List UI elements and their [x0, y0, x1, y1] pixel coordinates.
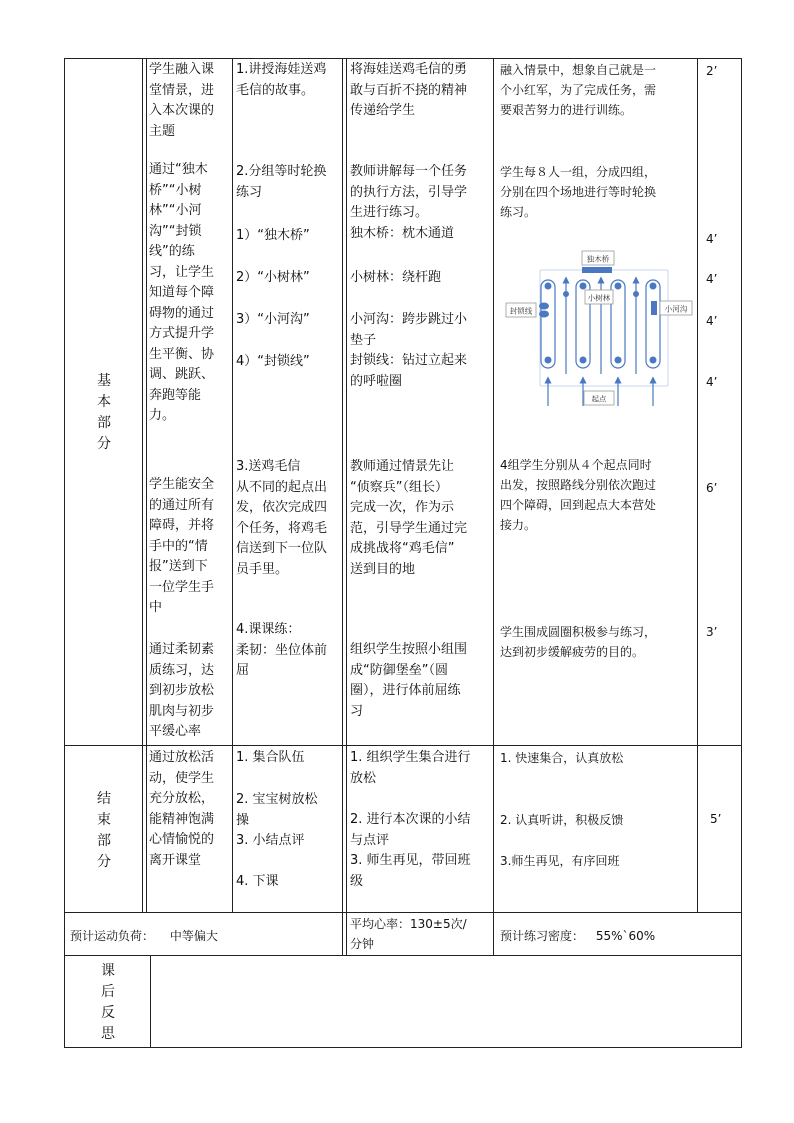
ending-goal: 通过放松活 动，使学生 充分放松， 能精神饱满 心情愉悦的 离开课堂	[149, 750, 215, 868]
density-estimate	[500, 927, 655, 944]
time-bridge: 4’	[706, 232, 718, 246]
basic-teacher-2: 教师讲解每一个任务 的执行方法，引导学 生进行练习。 独木桥：枕木通道	[350, 164, 468, 241]
diagram-label-river: 小河沟	[664, 304, 688, 314]
basic-student-2: 学生每８人一组，分成四组， 分别在四个场地进行等时轮换 练习。	[500, 165, 657, 219]
time-forest: 4’	[706, 272, 718, 286]
section-label-reflection: 课 后 反 思	[101, 963, 115, 1042]
time-ending: 5’	[710, 812, 722, 826]
ending-teacher-2: 2. 进行本次课的小结 与点评 3. 师生再见，带回班 级	[350, 812, 471, 889]
basic-student-4: 学生围成圆圈积极参与练习， 达到初步缓解疲劳的目的。	[500, 625, 657, 659]
basic-content-4: 4.课课练： 柔韧：坐位体前 屈	[236, 622, 328, 678]
load-value: 中等偏大	[169, 929, 218, 943]
time-flexibility: 3’	[706, 625, 718, 639]
basic-teacher-3: 小树林：绕杆跑	[350, 270, 442, 285]
ending-content-3: 3. 小结点评	[236, 833, 305, 848]
load-estimate	[70, 927, 218, 944]
basic-content-2-3: 3）“小河沟”	[236, 312, 310, 327]
ending-content-4: 4. 下课	[236, 874, 279, 889]
section-label-basic: 基 本 部 分	[97, 373, 111, 452]
density-value: 55%`60%	[595, 929, 656, 943]
ending-student-3: 3.师生再见，有序回班	[500, 854, 620, 868]
ending-student-2: 2. 认真听讲，积极反馈	[500, 813, 624, 827]
basic-teacher-6: 组织学生按照小组围 成“防御堡垒”（圆 圈），进行体前屈练 习	[350, 642, 468, 719]
basic-content-3: 3.送鸡毛信 从不同的起点出 发，依次完成四 个任务，将鸡毛 信送到下一位队 员手里。	[236, 459, 328, 577]
basic-content-2: 2.分组等时轮换 练习	[236, 164, 327, 200]
average-heart-rate: 平均心率：130±5次/ 分钟	[350, 917, 467, 951]
load-label: 预计运动负荷：	[70, 929, 155, 943]
time-river: 4’	[706, 314, 718, 328]
basic-student-3: 4组学生分别从４个起点同时 出发，按照路线分别依次跑过 四个障碍，回到起点大本营处 接力。	[500, 458, 657, 532]
basic-goal-1: 学生融入课 堂情景，进 入本次课的 主题	[149, 62, 215, 139]
time-intro: 2’	[706, 64, 718, 78]
time-blockade: 4’	[706, 375, 718, 389]
basic-content-1: 1.讲授海娃送鸡 毛信的故事。	[236, 62, 327, 98]
basic-teacher-4: 小河沟：跨步跳过小 垫子 封锁线：钻过立起来 的呼啦圈	[350, 312, 468, 389]
diagram-label-forest: 小树林	[587, 293, 611, 303]
reflection-area[interactable]	[151, 956, 741, 1047]
diagram-label-start: 起点	[591, 394, 607, 404]
basic-teacher-1: 将海娃送鸡毛信的勇 敢与百折不挠的精神 传递给学生	[350, 62, 468, 118]
basic-student-1: 融入情景中，想象自己就是一 个小红军，为了完成任务，需 要艰苦努力的进行训练。	[500, 63, 657, 117]
diagram-label-bridge: 独木桥	[586, 254, 610, 264]
basic-teacher-5: 教师通过情景先让 “侦察兵”（组长） 完成一次，作为示 范，引导学生通过完 成挑战将“鸡毛信” 送到目的地	[350, 459, 468, 577]
diagram-label-blockade: 封锁线	[509, 306, 533, 316]
ending-teacher-1: 1. 组织学生集合进行 放松	[350, 750, 471, 786]
basic-content-2-4: 4）“封锁线”	[236, 354, 310, 369]
basic-goal-4: 通过柔韧素 质练习，达 到初步放松 肌肉与初步 平缓心率	[149, 642, 215, 739]
ending-student-1: 1. 快速集合，认真放松	[500, 751, 624, 765]
basic-content-2-2: 2）“小树林”	[236, 270, 310, 285]
basic-goal-3: 学生能安全 的通过所有 障碍，并将 手中的“情 报”送到下 一位学生手 中	[149, 477, 215, 615]
ending-content-1: 1. 集合队伍	[236, 750, 305, 765]
section-label-ending: 结 束 部 分	[97, 791, 111, 870]
basic-content-2-1: 1）“独木桥”	[236, 228, 310, 243]
time-relay: 6’	[706, 481, 718, 495]
density-label: 预计练习密度：	[500, 929, 585, 943]
ending-content-2: 2. 宝宝树放松 操	[236, 792, 318, 828]
route-diagram	[500, 244, 696, 410]
basic-goal-2: 通过“独木 桥”“小树 林”“小河 沟”“封锁 线”的练 习，让学生 知道每个障 碍物的通过 方式提升学 生平衡、协 调、跳跃、 奔跑等能 力。	[149, 162, 215, 423]
